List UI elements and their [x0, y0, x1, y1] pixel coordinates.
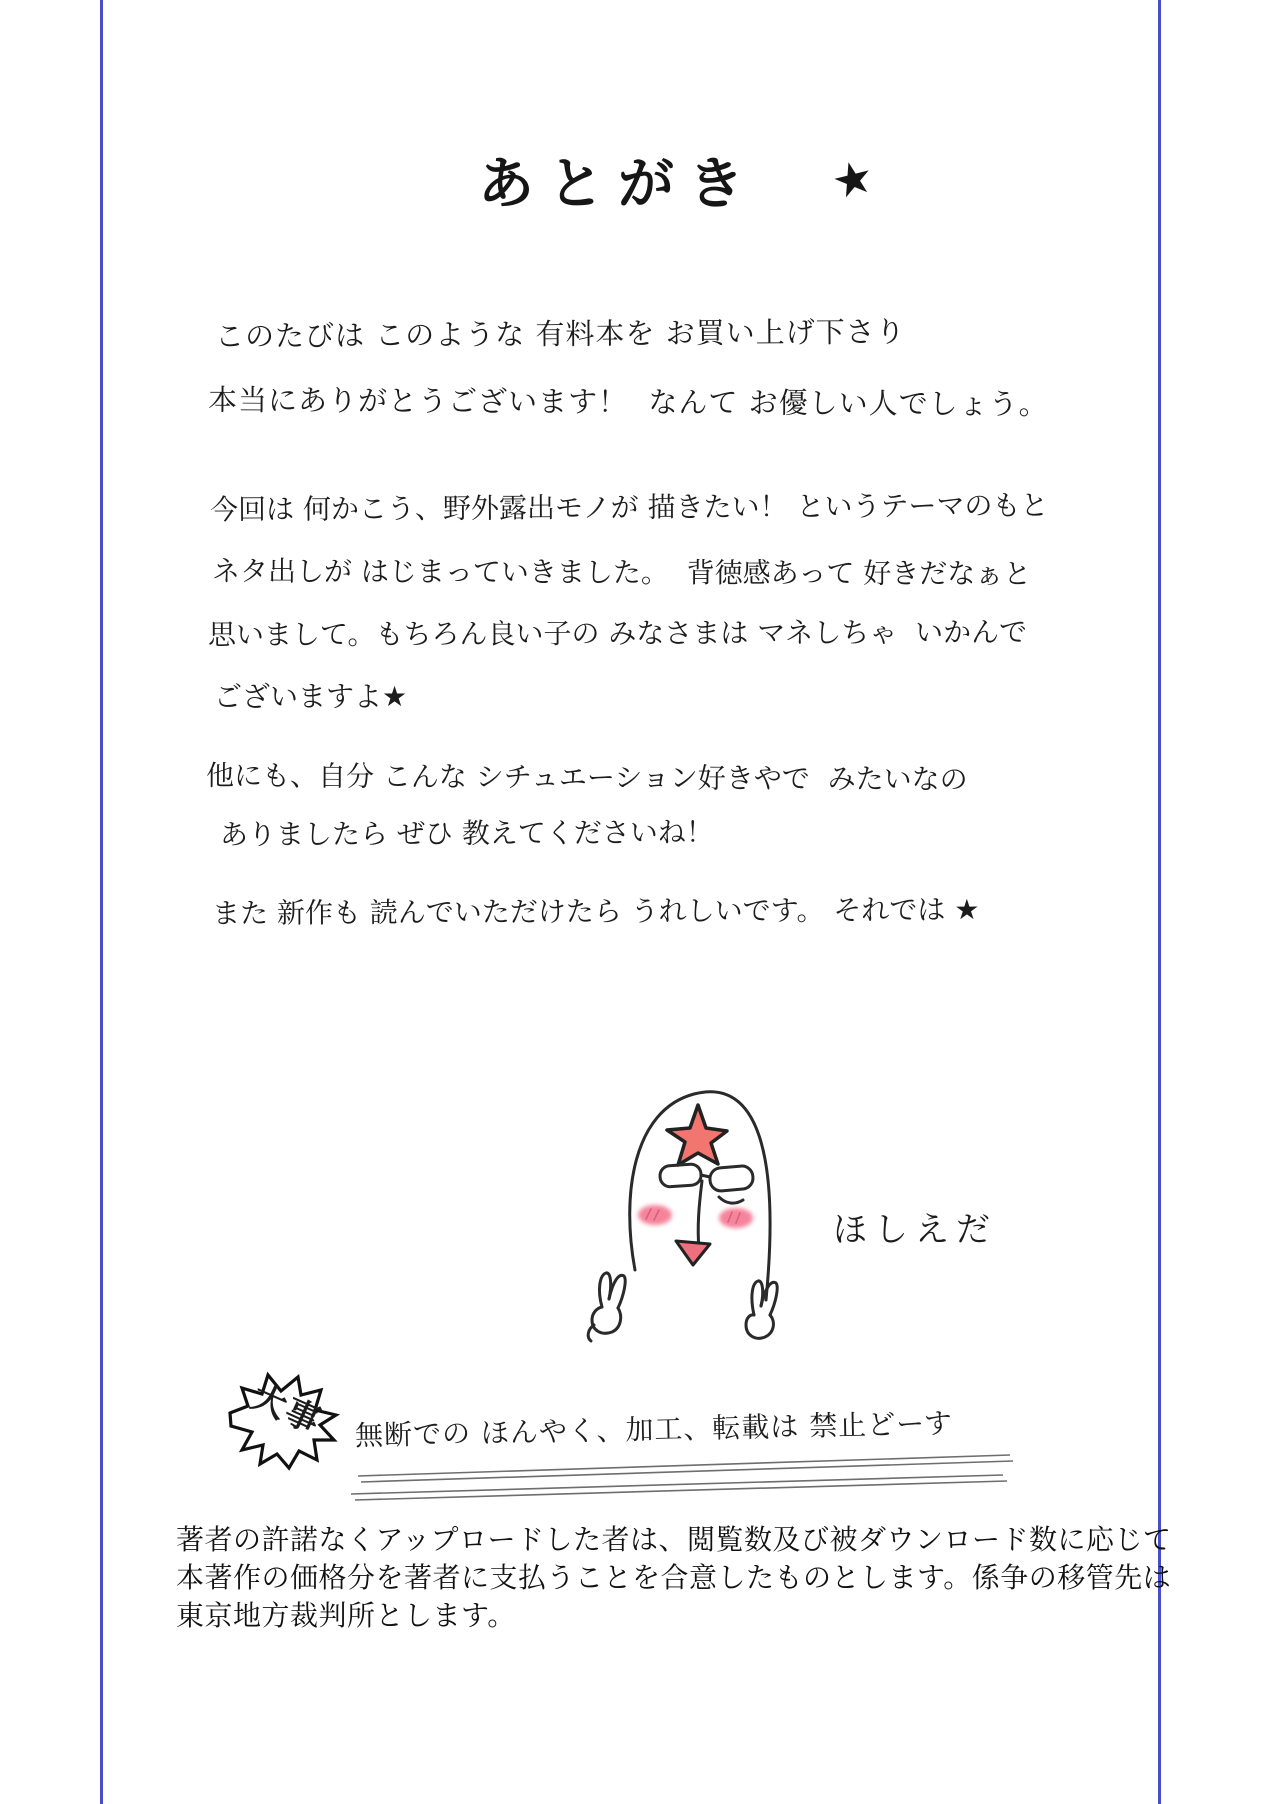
glasses-left-lens-icon: [659, 1164, 701, 1188]
notice-underline: [342, 1448, 1032, 1503]
legal-line: 本著作の価格分を著者に支払うことを合意したものとします。係争の移管先は: [176, 1562, 1172, 1593]
handwritten-line: ネタ出しが はじまっていきました。 背徳感あって 好きだなぁと: [211, 554, 1032, 591]
star-icon: ★: [826, 147, 880, 211]
important-label: 大事: [245, 1376, 328, 1443]
cheek-line: [719, 1197, 743, 1203]
handwritten-line: 今回は 何かこう、野外露出モノが 描きたい！ というテーマのもと: [209, 488, 1049, 527]
artist-name: ほしえだ: [833, 1210, 997, 1250]
left-hand-fist: [592, 1307, 621, 1333]
page-title: あとがき: [478, 152, 758, 217]
blush-left: [638, 1205, 672, 1225]
handwritten-line: ありましたら ぜひ 教えてくださいね！: [219, 815, 714, 852]
handwritten-line: 他にも、自分 こんな シチュエーション好きやで みたいなの: [205, 759, 968, 796]
glasses-right-lens-icon: [709, 1165, 754, 1192]
nose-line: [698, 1181, 702, 1249]
handwritten-line: ございますよ★: [214, 680, 408, 713]
right-hand-fist: [746, 1315, 773, 1338]
legal-line: 著者の許諾なくアップロードした者は、閲覧数及び被ダウンロード数に応じて: [176, 1524, 1172, 1555]
legal-line: 東京地方裁判所とします。: [176, 1600, 516, 1631]
notice-line: 無断での ほんやく、加工、転載は 禁止どーす: [354, 1406, 954, 1453]
glasses-bridge: [701, 1175, 710, 1177]
handwritten-line: 本当にありがとうございます！ なんて お優しい人でしょう。: [207, 382, 1049, 422]
left-hand-icon: [599, 1273, 610, 1307]
handwritten-line: 思いまして。もちろん良い子の みなさまは マネしちゃ いかんで: [207, 615, 1028, 652]
mouth: [676, 1241, 710, 1265]
handwritten-line: また 新作も 読んでいただけたら うれしいです。 それでは ★: [211, 892, 980, 931]
forehead-star-icon: [667, 1105, 727, 1165]
page-border-left: [100, 0, 103, 1804]
handwritten-line: このたびは このような 有料本を お買い上げ下さり: [214, 314, 906, 354]
right-hand-icon: [752, 1281, 763, 1315]
left-hand-thumb: [588, 1325, 594, 1341]
blush-right: [719, 1208, 753, 1228]
